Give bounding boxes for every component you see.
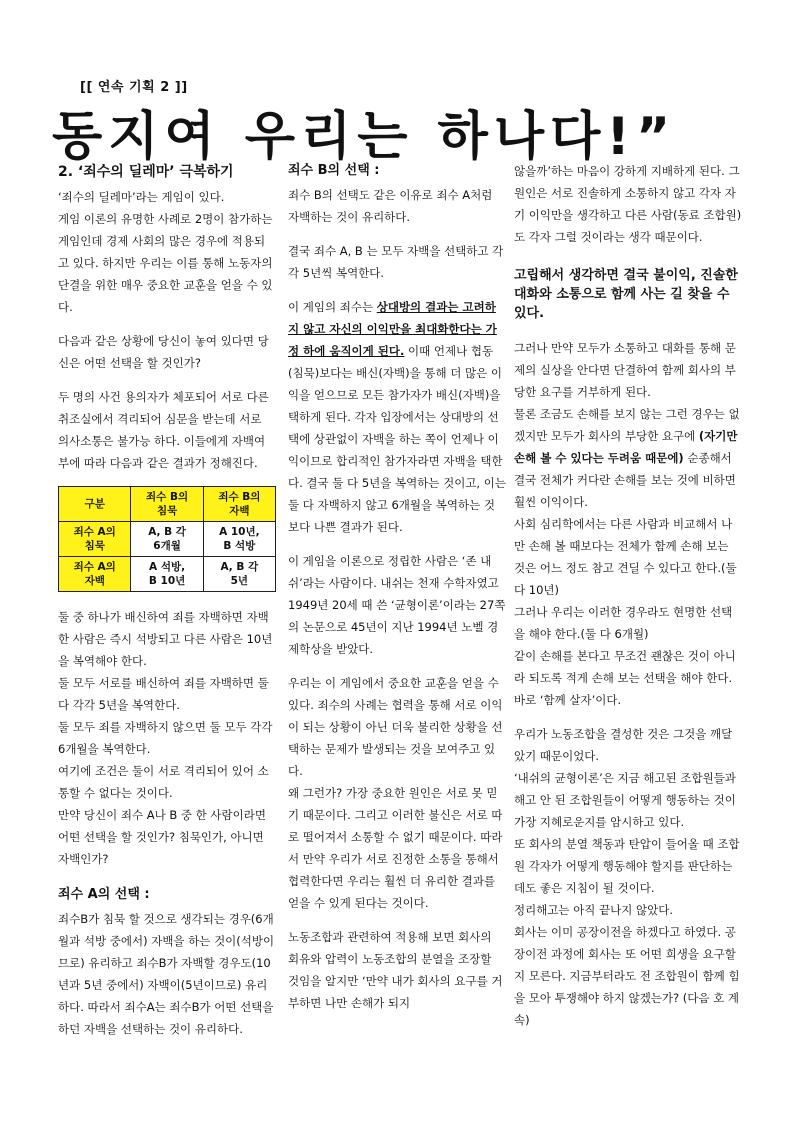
paragraph: 그러나 만약 모두가 소통하고 대화를 통해 문제의 실상을 안다면 단결하여 함께 회사의 부당한 요구를 거부하게 된다.: [514, 341, 736, 399]
paragraph: 둘 모두 서로를 배신하여 죄를 자백하면 둘 다 각각 5년을 복역한다.: [58, 676, 269, 712]
column-3: [514, 160, 742, 1031]
table-row: [59, 487, 276, 522]
paragraph: ‘죄수의 딜레마’라는 게임이 있다.: [58, 190, 225, 204]
series-label: [[ 연속 기획 2 ]]: [80, 80, 188, 95]
paragraph: 정리해고는 아직 끝나지 않았다.: [514, 903, 674, 917]
column-2: [288, 160, 506, 1014]
table-cell: A 10년, B 석방: [203, 522, 275, 557]
paragraph: 두 명의 사건 용의자가 체포되어 서로 다른 취조실에서 격리되어 심문을 받는데 서로 의사소통은 불가능 하다. 이들에게 자백여부에 따라 다음과 같은 결과가 정해진다.: [58, 390, 269, 470]
paragraph: 게임 이론의 유명한 사례로 2명이 참가하는 게임인데 경제 사회의 많은 경우에 적용되고 있다. 하지만 우리는 이를 통해 노동자의 단결을 위한 매우 중요한 교훈을 얻을 수 있다.: [58, 212, 273, 314]
paragraph: ‘내쉬의 균형이론’은 지금 해고된 조합원들과 해고 안 된 조합원들이 어떻게 행동하는 것이 가장 지혜로운지를 암시하고 있다.: [514, 771, 736, 829]
table-col-header: 죄수 B의 침묵: [131, 487, 203, 522]
paragraph: 이 게임을 이론으로 정립한 사람은 ‘존 내쉬’라는 사람이다. 내쉬는 천재 수학자였고 1949년 20세 때 쓴 ‘균형이론’이라는 27쪽의 논문으로 45년이 지난 1994년 노벨 경제학상을 받았다.: [288, 554, 506, 656]
paragraph: 다음과 같은 상황에 당신이 놓여 있다면 당신은 어떤 선택을 할 것인가?: [58, 334, 269, 370]
table-row-header: 죄수 A의 침묵: [59, 522, 131, 557]
paragraph: 또 회사의 분열 책동과 탄압이 들어올 때 조합원 각자가 어떻게 행동해야 할지를 판단하는데도 좋은 지침이 될 것이다.: [514, 837, 740, 895]
paragraph: 결국 죄수 A, B 는 모두 자백을 선택하고 각각 5년씩 복역한다.: [288, 244, 504, 280]
table-row: [59, 522, 276, 557]
paragraph: 죄수 B의 선택도 같은 이유로 죄수 A처럼 자백하는 것이 유리하다.: [288, 188, 493, 224]
paragraph: 않을까’하는 마음이 강하게 지배하게 된다. 그 원인은 서로 진솔하게 소통하지 않고 각자 자기 이익만을 생각하고 다른 사람(동료 조합원)도 각자 그럴 것이라는 생각 때문이다.: [514, 164, 742, 244]
subhead: 죄수 B의 선택 :: [288, 163, 380, 178]
table-cell: A 석방, B 10년: [131, 557, 203, 592]
paragraph: [288, 296, 506, 538]
text-run: 물론 조금도 손해를 보지 않는 그런 경우는 없겠지만 모두가 회사의 부당한 요구에: [514, 407, 740, 443]
text-run: 순종해서 결국 전체가 커다란 손해를 보는 것에 비하면 훨씬 이익이다.: [514, 451, 736, 509]
payoff-table: [58, 486, 276, 592]
table-cell: A, B 각 6개월: [131, 522, 203, 557]
table-cell: A, B 각 5년: [203, 557, 275, 592]
paragraph: 우리는 이 게임에서 중요한 교훈을 얻을 수 있다. 죄수의 사례는 협력을 통해 서로 이익이 되는 상황이 아닌 더욱 불리한 상황을 선택하는 문제가 발생되는 것을 보여주고 있다.: [288, 676, 503, 778]
table-corner: 구분: [59, 487, 131, 522]
subhead: 죄수 A의 선택 :: [58, 887, 150, 902]
paragraph: 둘 모두 죄를 자백하지 않으면 둘 모두 각각 6개월을 복역한다.: [58, 720, 273, 756]
paragraph: 사회 심리학에서는 다른 사람과 비교해서 나만 손해 볼 때보다는 전체가 함께 손해 보는 것은 어느 정도 참고 견딜 수 있다고 한다.(둘 다 10년): [514, 517, 737, 597]
table-row: [59, 557, 276, 592]
headline: 동지여 우리는 하나다!”: [52, 107, 677, 167]
side-headline: 고립해서 생각하면 결국 불이익, 진솔한 대화와 소통으로 함께 사는 길 찾을 수 있다.: [514, 268, 738, 321]
emphasis-text: 상대방의 결과는 고려하지 않고 자신의 이익만을 최대화한다는 가정 하에 움직이게 된다.: [288, 300, 497, 358]
paragraph: 회사는 이미 공장이전을 하겠다고 하였다. 공장이전 과정에 회사는 또 어떤 희생을 요구할지 모른다. 지금부터라도 전 조합원이 함께 힘을 모아 투쟁해야 하지 않겠는가? (다음 호 계속): [514, 925, 740, 1027]
paragraph: 만약 당신이 죄수 A나 B 중 한 사람이라면 어떤 선택을 할 것인가? 침묵인가, 아니면 자백인가?: [58, 808, 266, 866]
paragraph: [514, 403, 742, 513]
paragraph: 둘 중 하나가 배신하여 죄를 자백하면 자백한 사람은 즉시 석방되고 다른 사람은 10년을 복역해야 한다.: [58, 610, 273, 668]
paragraph: 노동조합과 관련하여 적용해 보면 회사의 회유와 압력이 노동조합의 분열을 조장할 것임을 알지만 ‘만약 내가 회사의 요구를 거부하면 나만 손해가 되지: [288, 930, 503, 1010]
column-1: [58, 160, 276, 1040]
text-run: 이때 언제나 협동(침묵)보다는 배신(자백)을 통해 더 많은 이익을 얻으므로 모든 참가자가 배신(자백)을 택하게 된다. 각자 입장에서는 상대방의 선택에 상관없이 자백을 하는 쪽이 언제나 이익이므로 합리적인 참가자라면 자백을 택한다. 결국 둘 다 5년을 복역하는 것이고, 이는 둘 다 자백하지 않고 6개월을 복역하는 것보다 나쁜 결과가 된다.: [288, 344, 506, 534]
paragraph: 그러나 우리는 이러한 경우라도 현명한 선택을 해야 한다.(둘 다 6개월): [514, 605, 733, 641]
table-row-header: 죄수 A의 자백: [59, 557, 131, 592]
text-run: 이 게임의 죄수는: [288, 300, 377, 314]
emphasis-text: (자기만 손해 볼 수 있다는 두려움 때문에): [514, 429, 738, 465]
paragraph: 왜 그런가? 가장 중요한 원인은 서로 못 믿기 때문이다. 그리고 이러한 불신은 서로 따로 떨어져서 소통할 수 없기 때문이다. 따라서 만약 우리가 서로 진정한 소통을 통해서 협력한다면 우리는 훨씬 더 유리한 결과를 얻을 수 있게 된다는 것이다.: [288, 786, 503, 910]
paragraph: 같이 손해를 본다고 무조건 괜찮은 것이 아니라 되도록 적게 손해 보는 선택을 해야 한다. 바로 ‘함께 살자’이다.: [514, 649, 736, 707]
paragraph: 여기에 조건은 둘이 서로 격리되어 있어 소통할 수 없다는 것이다.: [58, 764, 269, 800]
table-col-header: 죄수 B의 자백: [203, 487, 275, 522]
section-title: 2. ‘죄수의 딜레마’ 극복하기: [58, 164, 234, 180]
paragraph: 우리가 노동조합을 결성한 것은 그것을 깨달았기 때문이었다.: [514, 727, 733, 763]
paragraph: 죄수B가 침묵 할 것으로 생각되는 경우(6개월과 석방 중에서) 자백을 하는 것이(석방이므로) 유리하고 죄수B가 자백할 경우도(10년과 5년 중에서) 자백이(5년이므로) 유리하다. 따라서 죄수A는 죄수B가 어떤 선택을 하던 자백을 선택하는 것이 유리하다.: [58, 912, 275, 1036]
